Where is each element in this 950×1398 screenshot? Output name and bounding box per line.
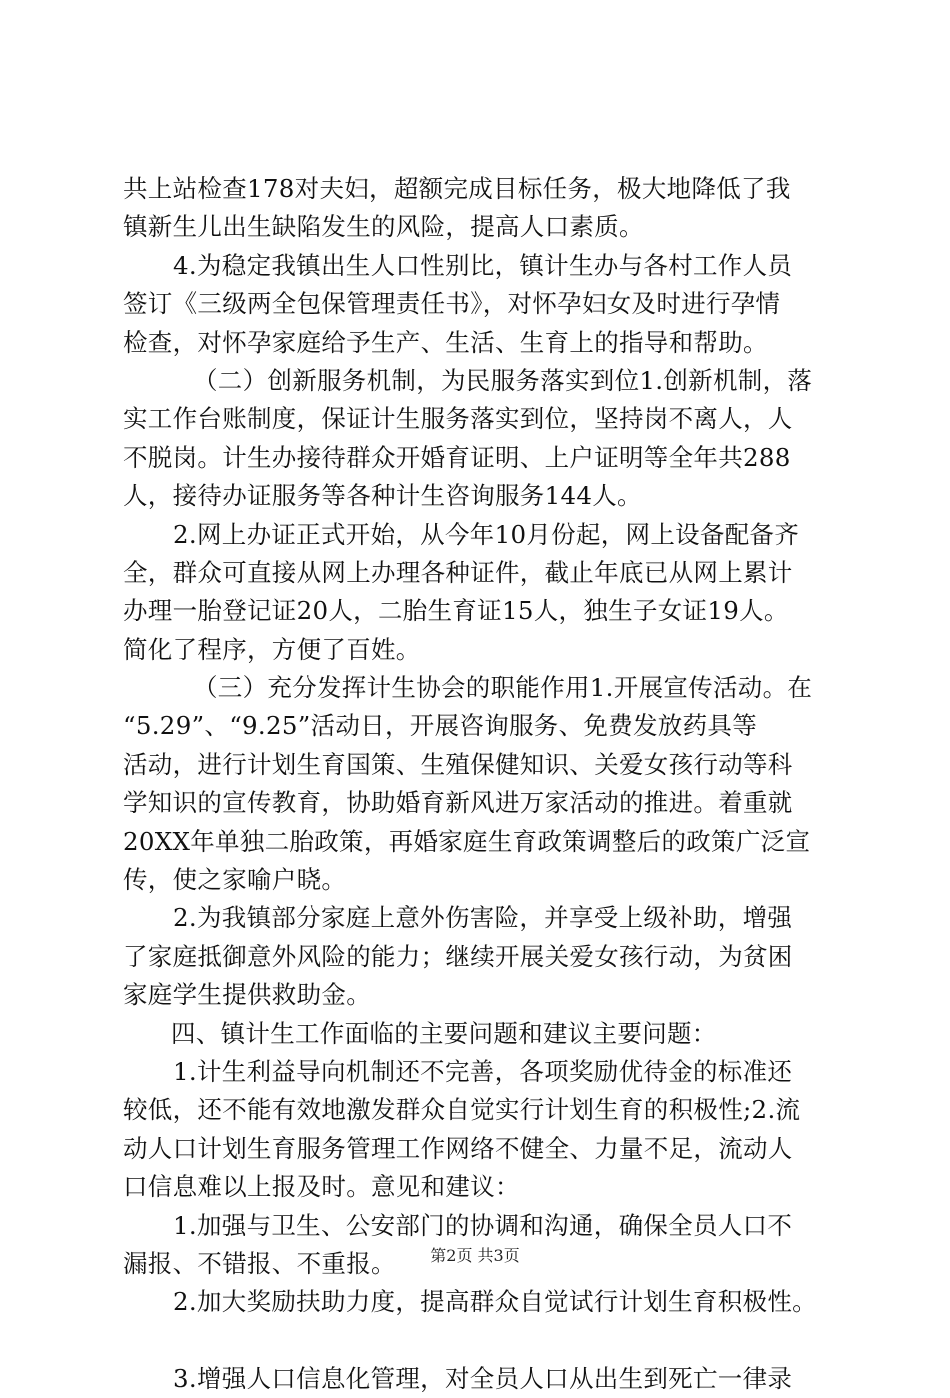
- paragraph-gap: [123, 1322, 843, 1360]
- text-line: 活动，进行计划生育国策、生殖保健知识、关爱女孩行动等科: [123, 749, 793, 779]
- text-line: 镇新生儿出生缺陷发生的风险，提高人口素质。: [123, 212, 644, 242]
- text-line: 办理一胎登记证20人，二胎生育证15人，独生子女证19人。: [123, 596, 789, 626]
- section-heading-line: （二）创新服务机制，为民服务落实到位1.创新机制，落: [193, 365, 813, 395]
- text-line: 1.加强与卫生、公安部门的协调和沟通，确保全员人口不: [173, 1210, 793, 1240]
- text-line: 不脱岗。计生办接待群众开婚育证明、上户证明等全年共288: [123, 442, 791, 472]
- text-line: 学知识的宣传教育，协助婚育新风进万家活动的推进。着重就: [123, 788, 793, 818]
- text-line: 动人口计划生育服务管理工作网络不健全、力量不足，流动人: [123, 1133, 793, 1163]
- text-line: 简化了程序，方便了百姓。: [123, 634, 421, 664]
- text-line: 3.增强人口信息化管理，对全员人口从出生到死亡一律录: [173, 1363, 793, 1393]
- text-line: 漏报、不错报、不重报。: [123, 1248, 396, 1278]
- text-line: 口信息难以上报及时。意见和建议：: [123, 1172, 520, 1202]
- text-line: 签订《三级两全包保管理责任书》，对怀孕妇女及时进行孕情: [123, 289, 781, 319]
- document-body: [123, 170, 843, 1398]
- text-line: 2.为我镇部分家庭上意外伤害险，并享受上级补助，增强: [173, 903, 793, 933]
- text-line: “5.29”、“9.25”活动日，开展咨询服务、免费发放药具等: [123, 711, 757, 741]
- text-line: 传，使之家喻户晓。: [123, 865, 347, 895]
- text-line: 家庭学生提供救助金。: [123, 980, 371, 1010]
- section-heading-line: （三）充分发挥计生协会的职能作用1.开展宣传活动。在: [193, 673, 813, 703]
- text-line: 人，接待办证服务等各种计生咨询服务144人。: [123, 481, 642, 511]
- text-line: 检查，对怀孕家庭给予生产、生活、生育上的指导和帮助。: [123, 327, 768, 357]
- text-line: 2.网上办证正式开始，从今年10月份起，网上设备配备齐: [173, 519, 800, 549]
- text-line: 2.加大奖励扶助力度，提高群众自觉试行计划生育积极性。: [173, 1287, 817, 1317]
- text-line: 1.计生利益导向机制还不完善，各项奖励优待金的标准还: [173, 1056, 793, 1086]
- text-line: 较低，还不能有效地激发群众自觉实行计划生育的积极性;2.流: [123, 1095, 801, 1125]
- text-line: 4.为稳定我镇出生人口性别比，镇计生办与各村工作人员: [173, 250, 793, 280]
- text-line: 全，群众可直接从网上办理各种证件，截止年底已从网上累计: [123, 557, 793, 587]
- section-heading-line: 四、镇计生工作面临的主要问题和建议主要问题：: [171, 1018, 717, 1048]
- text-line: 了家庭抵御意外风险的能力；继续开展关爱女孩行动，为贫困: [123, 941, 793, 971]
- page-footer: 第2页 共3页: [430, 1246, 520, 1265]
- text-line: 实工作台账制度，保证计生服务落实到位，坚持岗不离人，人: [123, 404, 793, 434]
- text-line: 共上站检查178对夫妇，超额完成目标任务，极大地降低了我: [123, 174, 791, 203]
- text-line: 20XX年单独二胎政策，再婚家庭生育政策调整后的政策广泛宣: [123, 826, 811, 856]
